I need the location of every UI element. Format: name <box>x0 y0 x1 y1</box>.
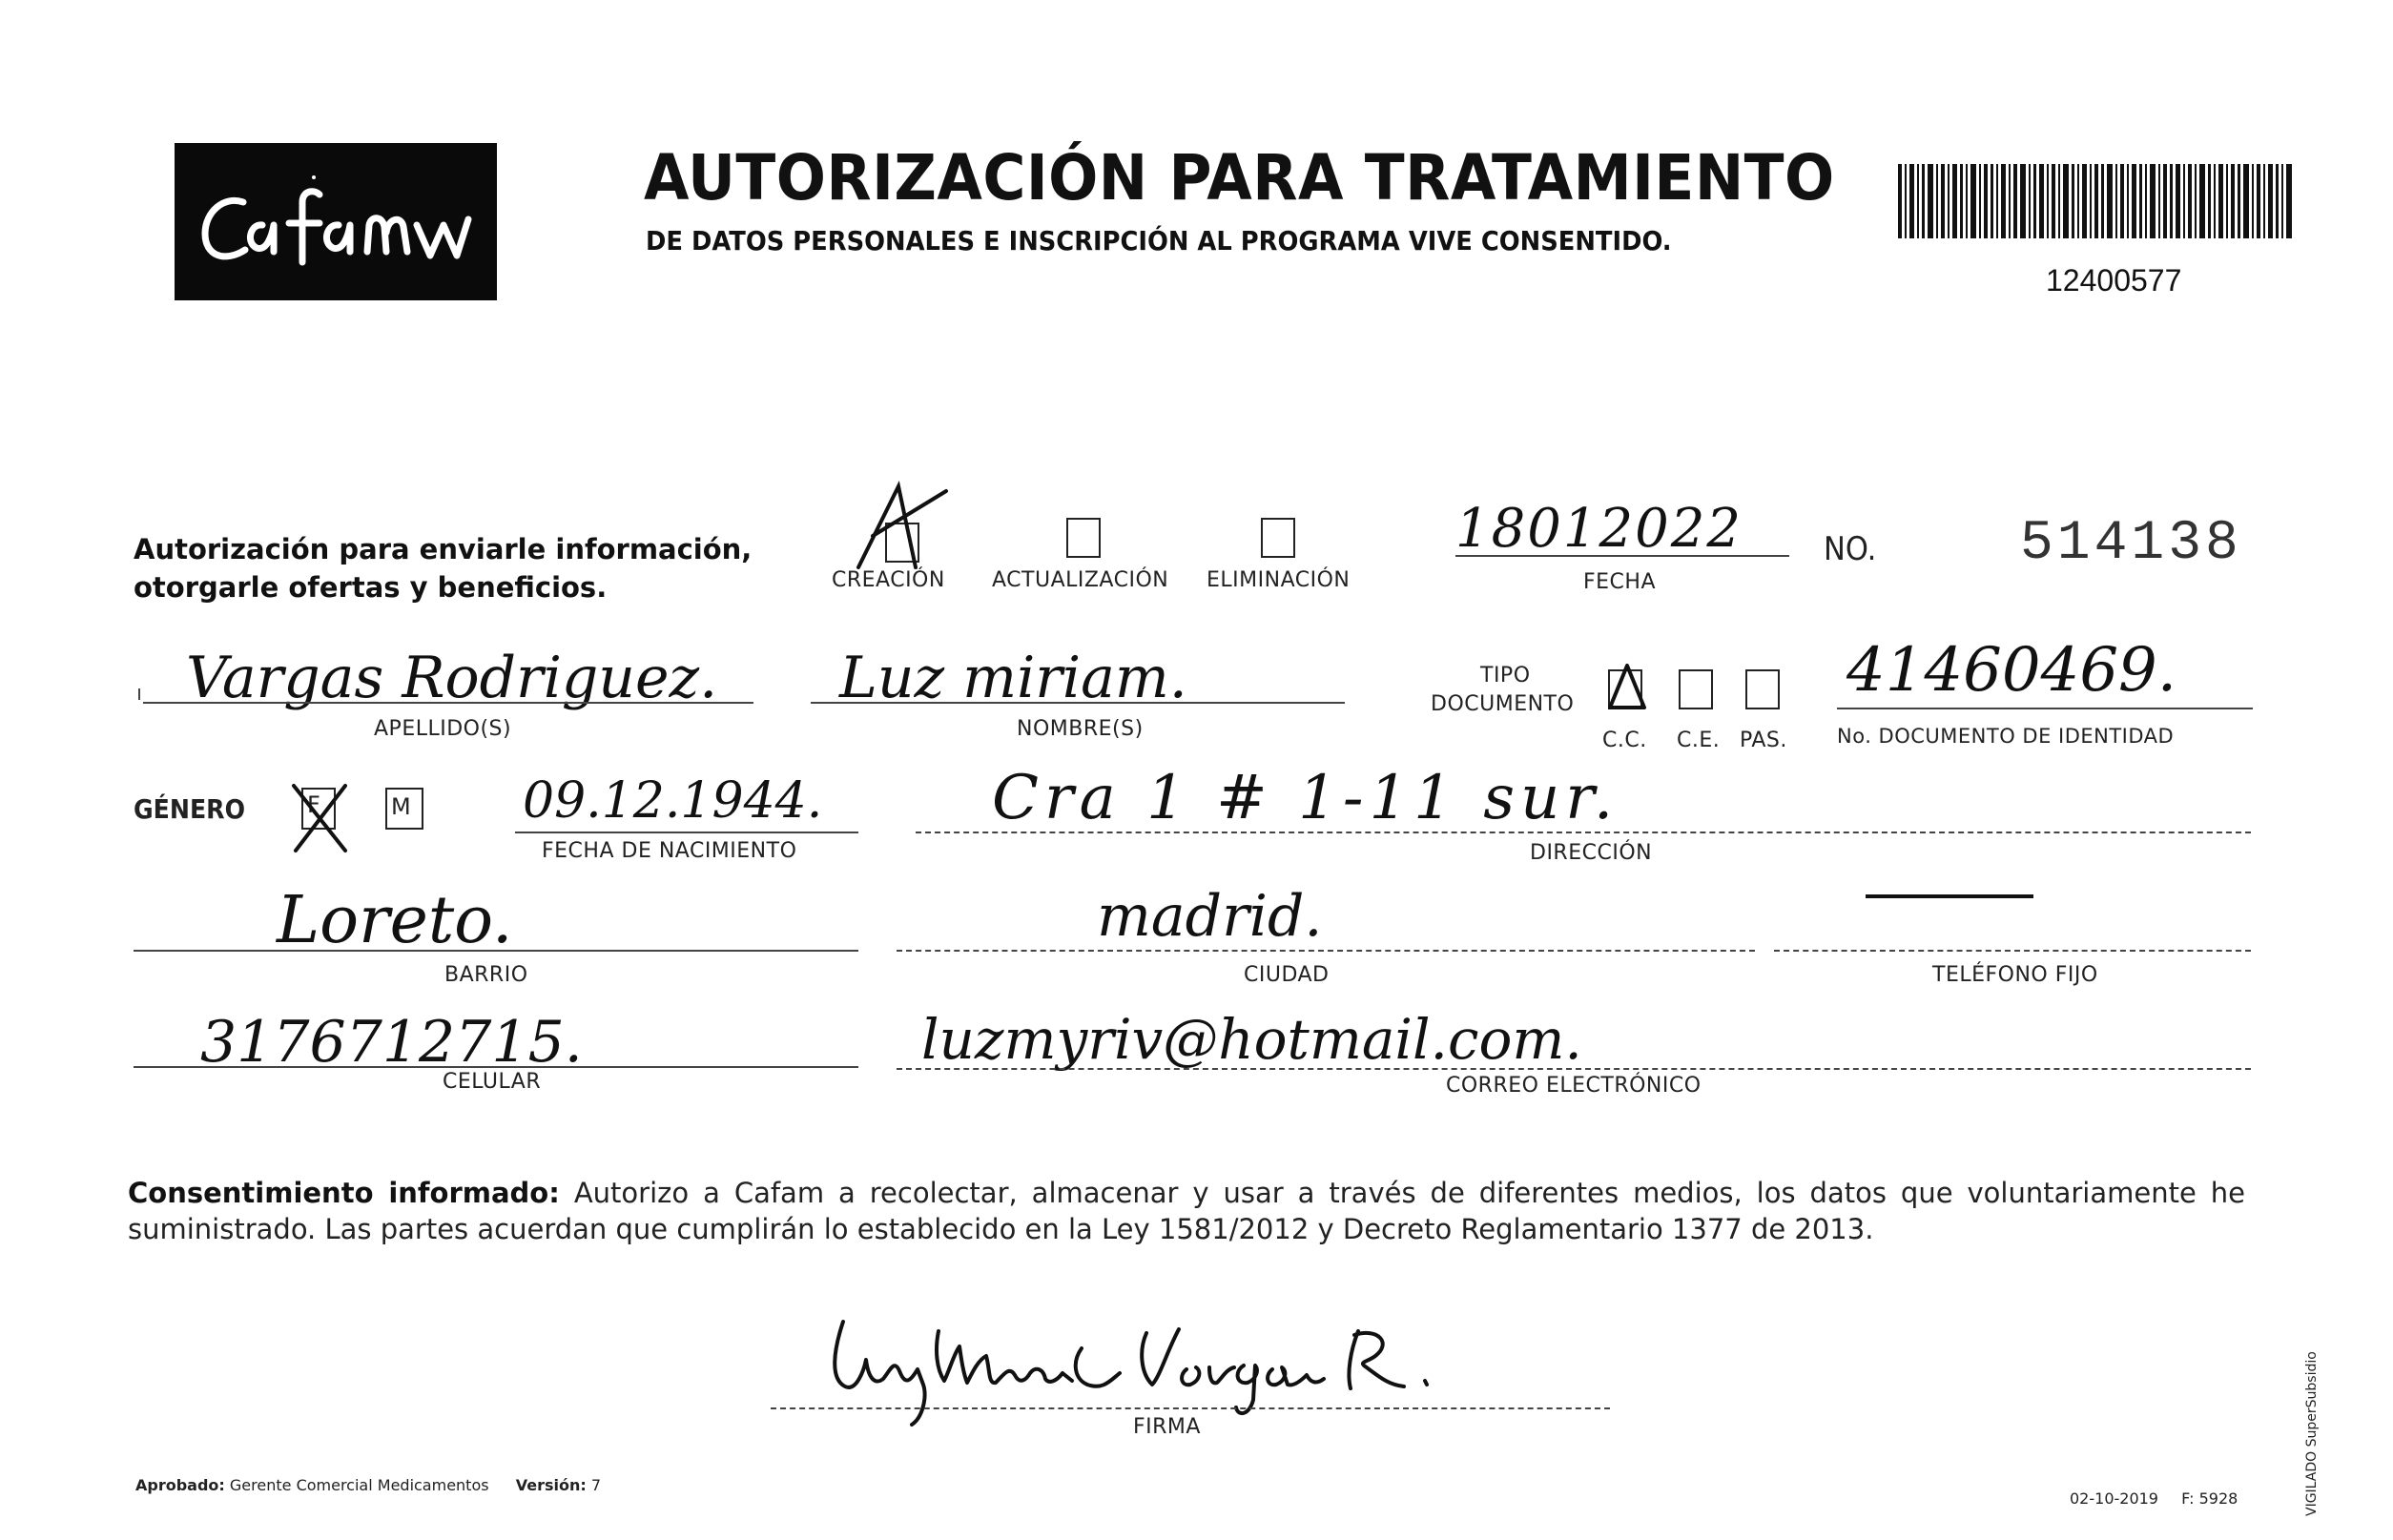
date-code: 02-10-2019 <box>2070 1489 2158 1508</box>
nombres-label: NOMBRE(S) <box>1017 717 1144 741</box>
aprobado-label: Aprobado: <box>135 1476 225 1494</box>
nacimiento-rule <box>515 832 858 833</box>
no-label: NO. <box>1824 530 1877 568</box>
footer-approval <box>135 1476 601 1494</box>
tipo-ce-checkbox[interactable] <box>1679 669 1713 709</box>
side-vigilado <box>2299 1297 2337 1516</box>
nombres-value[interactable]: Luz miriam. <box>839 645 1187 711</box>
nacimiento-label: FECHA DE NACIMIENTO <box>542 839 797 863</box>
cafam-logo <box>175 143 497 300</box>
telefono-rule <box>1774 950 2251 952</box>
tipo-pas-checkbox[interactable] <box>1745 669 1780 709</box>
intro-text <box>134 530 752 606</box>
form-code: F: 5928 <box>2181 1489 2238 1508</box>
ciudad-label: CIUDAD <box>1244 963 1330 987</box>
genero-m-label: M <box>391 793 412 820</box>
intro-line-2: otorgarle ofertas y beneficios. <box>134 571 608 604</box>
correo-label: CORREO ELECTRÓNICO <box>1446 1074 1702 1098</box>
documento-value[interactable]: 41460469. <box>1846 635 2177 706</box>
firma-label: FIRMA <box>1133 1415 1201 1439</box>
direccion-rule <box>916 832 2251 833</box>
cafam-logo-mark <box>175 143 497 300</box>
creacion-label: CREACIÓN <box>832 568 945 592</box>
documento-rule <box>1837 708 2253 709</box>
direccion-label: DIRECCIÓN <box>1530 841 1653 865</box>
form-subtitle: DE DATOS PERSONALES E INSCRIPCIÓN AL PROGRAMA VIVE CONSENTIDO. <box>646 225 1672 257</box>
tipo-label-2: DOCUMENTO <box>1431 692 1575 716</box>
correo-value[interactable]: luzmyriv@hotmail.com. <box>921 1007 1582 1072</box>
version-value: 7 <box>590 1476 602 1494</box>
intro-line-1: Autorización para enviarle información, <box>134 533 753 565</box>
firma-rule <box>771 1407 1610 1409</box>
direccion-value[interactable]: Cra 1 # 1-11 sur. <box>992 763 1619 833</box>
documento-label: No. DOCUMENTO DE IDENTIDAD <box>1837 725 2175 748</box>
creacion-mark-icon <box>849 477 963 582</box>
nombres-rule <box>811 702 1345 704</box>
tipo-ce-label: C.E. <box>1677 729 1721 752</box>
actualizacion-checkbox[interactable] <box>1066 518 1101 558</box>
tipo-cc-mark-icon <box>1606 662 1648 711</box>
footer-codes <box>2070 1489 2238 1508</box>
aprobado-value: Gerente Comercial Medicamentos <box>229 1476 489 1494</box>
telefono-dash <box>1866 894 2033 898</box>
barrio-value[interactable]: Loreto. <box>277 883 513 958</box>
no-value: 514138 <box>2020 513 2242 575</box>
telefono-label: TELÉFONO FIJO <box>1932 963 2098 987</box>
side-vigilado-text: VIGILADO SuperSubsidio <box>2304 1351 2320 1516</box>
apellidos-label: APELLIDO(S) <box>374 717 512 741</box>
actualizacion-label: ACTUALIZACIÓN <box>992 568 1169 592</box>
barcode <box>1898 164 2294 238</box>
tipo-label-1: TIPO <box>1480 664 1531 688</box>
eliminacion-label: ELIMINACIÓN <box>1207 568 1351 592</box>
genero-f-label: F <box>307 791 321 818</box>
ciudad-rule <box>897 950 1755 952</box>
nacimiento-value[interactable]: 09.12.1944. <box>523 772 823 830</box>
genero-f-mark-icon <box>286 780 355 856</box>
celular-label: CELULAR <box>443 1070 542 1094</box>
consent-text: Autorizo a Cafam a recolectar, almacenar y usar a través de diferentes medios, los datos que voluntariamente he suministrado. Las partes acuerdan que cumplirán lo establecido en la Ley 1581/2012 y Decreto Reglamentario 1377 de 2013. <box>128 1177 2246 1245</box>
celular-value[interactable]: 3176712715. <box>200 1009 583 1076</box>
tipo-pas-label: PAS. <box>1740 729 1787 752</box>
version-label: Versión: <box>515 1476 587 1494</box>
consent-paragraph <box>128 1175 2245 1247</box>
genero-label: GÉNERO <box>134 793 245 825</box>
fecha-value[interactable]: 18012022 <box>1455 498 1743 560</box>
eliminacion-checkbox[interactable] <box>1261 518 1295 558</box>
barcode-number: 12400577 <box>2046 263 2182 298</box>
correo-rule <box>897 1068 2251 1070</box>
tipo-cc-label: C.C. <box>1602 729 1647 752</box>
ciudad-value[interactable]: madrid. <box>1097 883 1323 950</box>
apellidos-rule <box>143 702 753 704</box>
fecha-rule <box>1455 555 1789 557</box>
form-title: AUTORIZACIÓN PARA TRATAMIENTO <box>644 141 1835 215</box>
celular-rule <box>134 1066 858 1068</box>
fecha-label: FECHA <box>1583 570 1657 594</box>
barrio-label: BARRIO <box>444 963 528 987</box>
apellidos-value[interactable]: Vargas Rodriguez. <box>186 645 718 711</box>
rule-tick <box>138 688 140 700</box>
consent-heading: Consentimiento informado: <box>128 1177 560 1209</box>
barrio-rule <box>134 950 858 952</box>
